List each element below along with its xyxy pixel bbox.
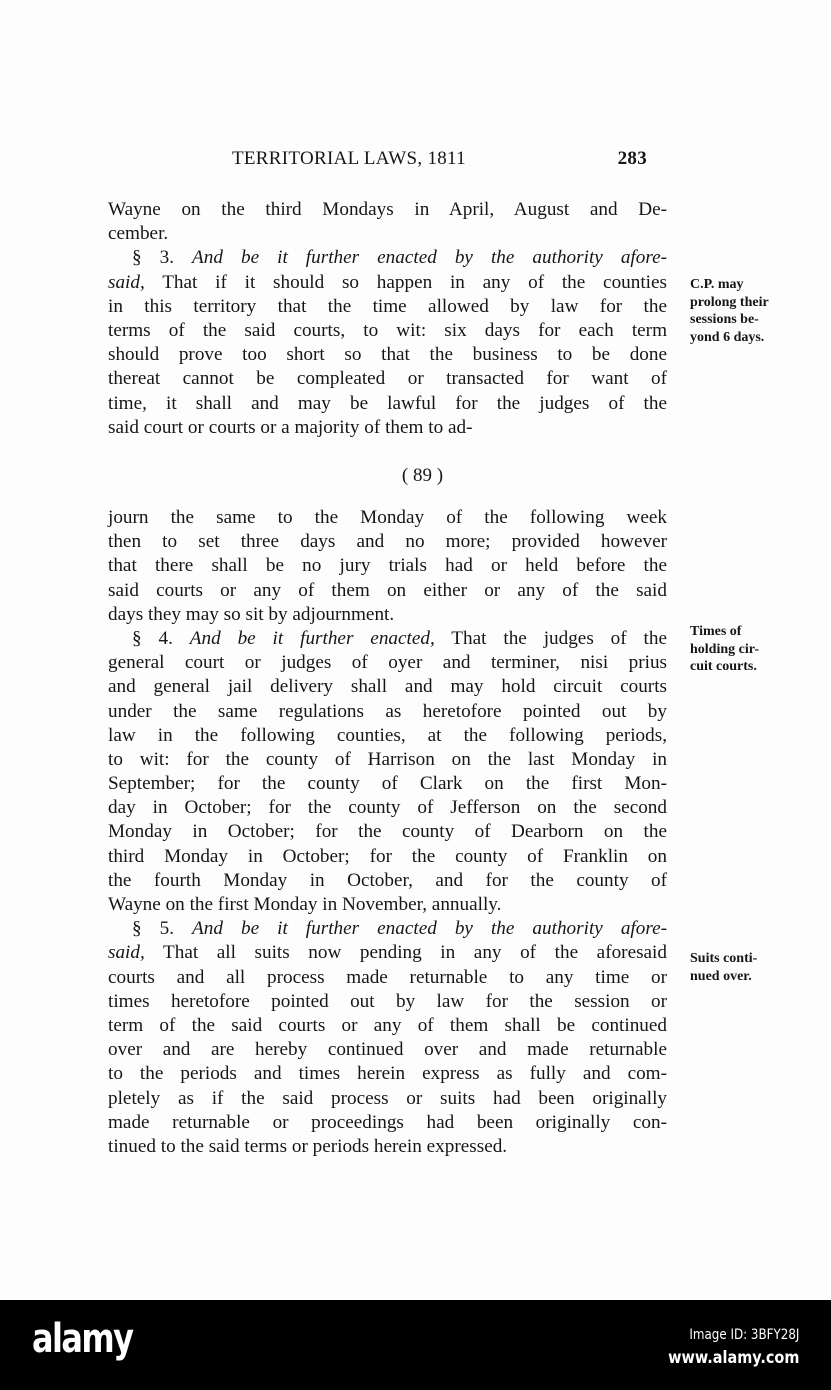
- margin-note-suits-continued: [690, 950, 757, 985]
- text-line: [108, 675, 667, 699]
- text-segment: cember.: [108, 223, 169, 245]
- text-segment: September; for the county of Clark on the first Mon-: [108, 773, 667, 795]
- text-line: [108, 295, 667, 319]
- text-segment: Monday in October; for the county of Dearborn on the: [108, 821, 667, 843]
- text-segment: Wayne on the third Mondays in April, August and De-: [108, 199, 667, 220]
- text-block-section-3: [108, 198, 667, 440]
- margin-note-line: cuit courts.: [690, 659, 757, 674]
- text-segment: general court or judges of oyer and terminer, nisi prius: [108, 652, 667, 674]
- margin-note-line: Times of: [690, 624, 742, 639]
- text-segment: That all suits now pending in any of the aforesaid: [144, 942, 667, 964]
- text-segment: journ the same to the Monday of the following week: [108, 507, 667, 528]
- text-line: [108, 724, 667, 748]
- text-line: [108, 579, 667, 603]
- text-line: [108, 319, 667, 343]
- running-title: TERRITORIAL LAWS, 1811: [232, 148, 466, 169]
- text-line: [108, 845, 667, 869]
- text-segment: to wit: for the county of Harrison on the last Monday in: [108, 748, 667, 770]
- text-line: [108, 554, 667, 578]
- margin-note-line: C.P. may: [690, 277, 744, 292]
- text-segment: said court or courts or a majority of them to ad-: [108, 416, 473, 438]
- original-page-number: ( 89 ): [401, 465, 444, 486]
- text-segment: courts and all process made returnable to any time or: [108, 966, 667, 988]
- italic-text: said,: [108, 271, 145, 293]
- text-line: [108, 530, 667, 554]
- text-line: [108, 367, 667, 391]
- text-segment: time, it shall and may be lawful for the judges of the: [108, 392, 667, 414]
- text-line: [108, 222, 667, 246]
- margin-note-line: sessions be-: [690, 312, 759, 327]
- image-id: Image ID: 3BFY28J: [688, 1327, 799, 1343]
- text-segment: the fourth Monday in October, and for the county of: [108, 869, 667, 891]
- text-segment: That if it should so happen in any of the counties: [144, 271, 667, 293]
- margin-note-line: prolong their: [690, 294, 769, 310]
- text-line: [108, 990, 667, 1014]
- text-line: [108, 748, 667, 772]
- text-line: [108, 416, 667, 440]
- text-segment: That the judges of the: [434, 627, 667, 649]
- text-segment: then to set three days and no more; provided however: [108, 531, 667, 553]
- text-segment: and general jail delivery shall and may hold circuit courts: [108, 676, 667, 698]
- margin-note-circuit-courts: [690, 623, 759, 676]
- text-segment: third Monday in October; for the county of Franklin on: [108, 845, 667, 867]
- text-segment: day in October; for the county of Jefferson on the second: [108, 797, 667, 819]
- text-segment: term of the said courts or any of them shall be continued: [108, 1014, 667, 1036]
- text-line: [108, 700, 667, 724]
- text-segment: pletely as if the said process or suits had been originally: [108, 1087, 667, 1109]
- italic-text: And be it further enacted by the authority afore-: [192, 247, 667, 269]
- text-segment: days they may so sit by adjournment.: [108, 603, 395, 625]
- text-line: [108, 1062, 667, 1086]
- italic-text: said,: [108, 942, 145, 964]
- text-line: [108, 893, 667, 917]
- margin-note-line: yond 6 days.: [690, 329, 765, 345]
- text-line: [108, 796, 667, 820]
- italic-text: And be it further enacted by the authority afore-: [192, 918, 667, 940]
- text-line: [108, 603, 667, 627]
- margin-note-line: Suits conti-: [690, 951, 758, 966]
- text-segment: tinued to the said terms or periods herein expressed.: [108, 1135, 508, 1157]
- text-line: [108, 966, 667, 990]
- text-segment: to the periods and times herein express as fully and com-: [108, 1063, 667, 1085]
- text-segment: law in the following counties, at the following periods,: [108, 724, 667, 746]
- text-line: [108, 651, 667, 675]
- text-line: [108, 271, 667, 295]
- text-line: [108, 1111, 667, 1135]
- text-line: [108, 1087, 667, 1111]
- text-line: [108, 1038, 667, 1062]
- text-line: [108, 246, 667, 270]
- text-segment: thereat cannot be compleated or transacted for want of: [108, 368, 667, 390]
- text-segment: times heretofore pointed out by law for the session or: [108, 990, 667, 1012]
- text-line: [108, 392, 667, 416]
- text-segment: Wayne on the first Monday in November, annually.: [108, 894, 502, 915]
- text-line: [108, 343, 667, 367]
- text-line: [108, 820, 667, 844]
- alamy-logo: alamy: [32, 1316, 133, 1362]
- text-line: [108, 869, 667, 893]
- text-line: [108, 506, 667, 530]
- text-line: [108, 627, 667, 651]
- text-block-sections-4-5: [108, 506, 667, 1159]
- text-line: [108, 1135, 667, 1159]
- text-segment: said courts or any of them on either or any of the said: [108, 579, 667, 601]
- margin-note-cp-prolong: [690, 276, 769, 346]
- text-segment: over and are hereby continued over and made returnable: [108, 1039, 667, 1061]
- page-number: 283: [617, 148, 647, 169]
- site-url: www.alamy.com: [667, 1348, 799, 1368]
- text-segment: in this territory that the time allowed by law for the: [108, 295, 667, 317]
- text-segment: terms of the said courts, to wit: six days for each term: [108, 319, 667, 341]
- text-line: [108, 772, 667, 796]
- text-segment: should prove too short so that the business to be done: [108, 344, 667, 366]
- text-line: [108, 917, 667, 941]
- text-segment: that there shall be no jury trials had or held before the: [108, 555, 667, 577]
- text-segment: under the same regulations as heretofore pointed out by: [108, 700, 667, 722]
- text-line: [108, 198, 667, 222]
- text-segment: § 4.: [132, 627, 190, 649]
- text-segment: § 3.: [132, 247, 193, 269]
- italic-text: And be it further enacted,: [189, 627, 435, 649]
- text-segment: § 5.: [132, 918, 193, 940]
- text-segment: made returnable or proceedings had been originally con-: [108, 1111, 667, 1133]
- text-line: [108, 1014, 667, 1038]
- text-line: [108, 941, 667, 965]
- margin-note-line: holding cir-: [690, 641, 760, 657]
- watermark-banner: [0, 1300, 831, 1390]
- margin-note-line: nued over.: [690, 968, 752, 984]
